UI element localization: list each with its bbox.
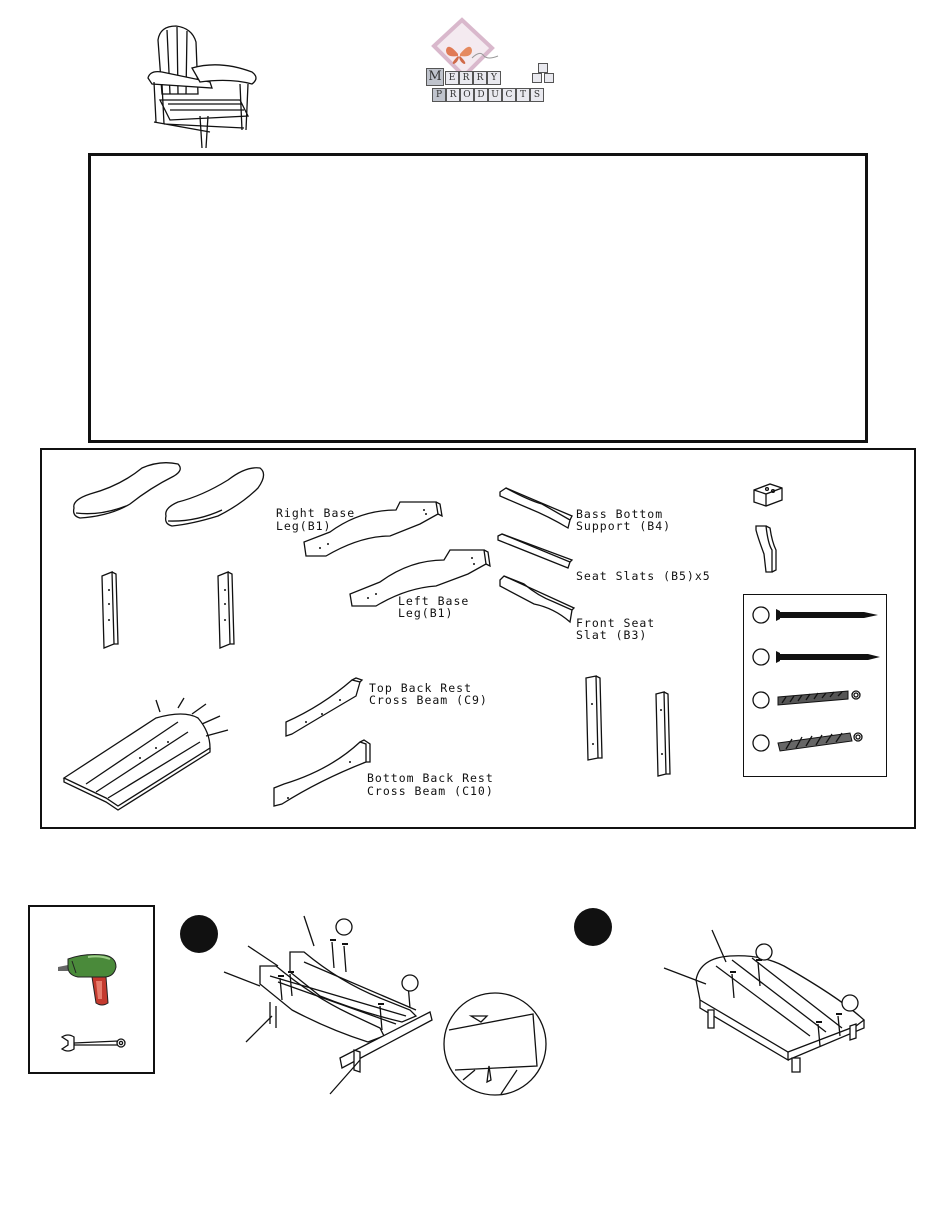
base-bottom-support-icon bbox=[498, 486, 578, 530]
left-base-leg-label: Leg(B1) bbox=[398, 606, 454, 620]
left-front-leg-icon bbox=[100, 570, 120, 650]
seat-slats-label: Seat Slats (B5)x5 bbox=[576, 569, 711, 583]
bottom-back-rest-label: Cross Beam (C10) bbox=[367, 784, 494, 798]
logo-letter: R bbox=[446, 88, 460, 102]
logo-tile-small bbox=[544, 73, 554, 83]
step-1-marker-icon bbox=[179, 914, 219, 954]
logo-letter: R bbox=[459, 71, 473, 85]
step-2-diagram-icon bbox=[660, 928, 875, 1078]
logo-letter: Y bbox=[487, 71, 501, 85]
front-seat-slat-label: Slat (B3) bbox=[576, 628, 648, 642]
logo-letter: E bbox=[445, 71, 459, 85]
parts-panel bbox=[40, 448, 916, 829]
logo-letter: D bbox=[474, 88, 488, 102]
instruction-box bbox=[88, 153, 868, 443]
wrench-icon bbox=[60, 1031, 130, 1055]
screw-icon bbox=[752, 605, 882, 625]
left-base-leg-label: Left Base bbox=[398, 594, 470, 608]
hardware-box bbox=[743, 594, 887, 777]
seat-back-icon bbox=[60, 698, 255, 813]
top-back-rest-label: Cross Beam (C9) bbox=[369, 693, 488, 707]
bolt-with-nut-icon bbox=[752, 731, 882, 755]
chair-thumbnail-icon bbox=[140, 20, 265, 152]
logo-tile-small bbox=[532, 73, 542, 83]
logo-tile-small bbox=[538, 63, 548, 73]
logo-letter: T bbox=[516, 88, 530, 102]
logo-letter: M bbox=[426, 68, 444, 86]
right-armrest-icon bbox=[162, 460, 272, 530]
front-seat-slat-label: Front Seat bbox=[576, 616, 656, 630]
detail-zoom-icon bbox=[441, 990, 549, 1098]
top-back-rest-icon bbox=[282, 676, 367, 742]
logo-letter: O bbox=[460, 88, 474, 102]
back-leg-icon bbox=[582, 674, 606, 764]
logo-letter: S bbox=[530, 88, 544, 102]
logo-letter: U bbox=[488, 88, 502, 102]
back-leg-icon bbox=[654, 690, 674, 780]
front-seat-slat-icon bbox=[498, 574, 578, 626]
seat-slat-icon bbox=[496, 532, 576, 572]
logo-letter: R bbox=[473, 71, 487, 85]
step-1-diagram-icon bbox=[220, 912, 435, 1097]
drill-icon bbox=[54, 943, 130, 1009]
logo-letter: C bbox=[502, 88, 516, 102]
bolt-with-nut-icon bbox=[752, 689, 882, 711]
logo-letter: P bbox=[432, 88, 446, 102]
base-bottom-support-label: Support (B4) bbox=[576, 519, 672, 533]
bracket-icon bbox=[754, 524, 778, 574]
top-back-rest-label: Top Back Rest bbox=[369, 681, 473, 695]
tools-box bbox=[28, 905, 155, 1074]
step-2-marker-icon bbox=[573, 907, 613, 947]
swoosh-icon bbox=[470, 50, 500, 62]
base-bottom-support-label: Bass Bottom bbox=[576, 507, 664, 521]
wood-block-icon bbox=[752, 480, 786, 508]
merry-products-logo bbox=[420, 18, 560, 108]
screw-icon bbox=[752, 647, 882, 667]
bottom-back-rest-label: Bottom Back Rest bbox=[367, 771, 494, 785]
right-front-leg-icon bbox=[216, 570, 236, 650]
bottom-back-rest-icon bbox=[270, 740, 374, 812]
right-base-leg-label: Right Base bbox=[276, 506, 356, 520]
right-base-leg-label: Leg(B1) bbox=[276, 519, 332, 533]
